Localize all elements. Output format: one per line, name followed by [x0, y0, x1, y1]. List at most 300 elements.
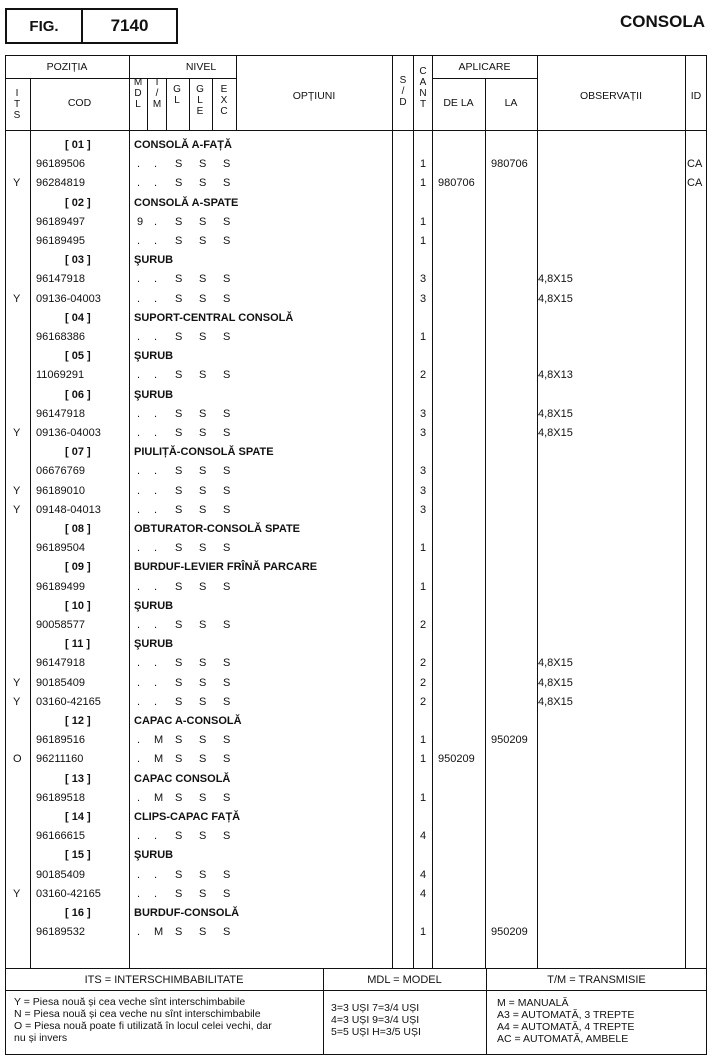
cell-cant: 1	[420, 753, 427, 766]
table-row	[5, 578, 707, 597]
table-row	[5, 501, 707, 520]
cell-mdl: .	[137, 273, 141, 286]
cell-gl: S	[175, 369, 183, 382]
cell-observatii: 4,8X15	[538, 427, 573, 439]
group-name: SUPORT-CENTRAL CONSOLĂ	[134, 311, 294, 324]
table-row	[5, 750, 707, 769]
cell-observatii: 4,8X15	[538, 292, 573, 305]
cell-mdl: .	[137, 868, 141, 881]
cell-tm: .	[154, 235, 158, 247]
group-name: ŞURUB	[134, 849, 174, 862]
cell-cant: 1	[420, 734, 427, 747]
cell-mdl: .	[137, 926, 141, 939]
group-number: [ 08 ]	[65, 523, 91, 535]
table-row	[5, 827, 707, 846]
col-gle: G L E	[196, 84, 204, 117]
group-number: [ 05 ]	[65, 350, 91, 363]
cell-gl: S	[175, 580, 183, 593]
cell-its: Y	[13, 503, 21, 516]
cell-cod: 90058577	[36, 619, 85, 631]
cell-cant: 1	[420, 926, 427, 939]
group-number: [ 12 ]	[65, 715, 91, 727]
group-number: [ 03 ]	[65, 254, 91, 267]
cell-mdl: .	[137, 542, 141, 555]
group-header-row	[5, 443, 707, 462]
cell-mdl: .	[137, 503, 141, 516]
cell-gle: S	[199, 465, 207, 478]
cell-exc: S	[223, 465, 231, 478]
cell-la: 980706	[491, 158, 528, 171]
header-rule	[432, 78, 537, 79]
cell-cant: 1	[420, 235, 427, 247]
cell-observatii: 4,8X15	[538, 676, 573, 689]
cell-exc: S	[223, 887, 231, 900]
col-exc: E X C	[220, 84, 228, 117]
cell-exc: S	[223, 791, 231, 804]
table-row	[5, 174, 707, 193]
page-title: CONSOLA	[620, 12, 705, 31]
cell-gle: S	[199, 887, 207, 900]
cell-its: Y	[13, 695, 21, 708]
cell-cant: 3	[420, 427, 427, 439]
col-la: LA	[504, 97, 518, 109]
cell-gle: S	[199, 503, 207, 516]
cell-gle: S	[199, 158, 207, 171]
cell-gle: S	[199, 331, 207, 343]
cell-cant: 1	[420, 331, 427, 343]
cell-gl: S	[175, 830, 183, 843]
table-row	[5, 270, 707, 289]
group-number: [ 06 ]	[65, 388, 91, 401]
cell-exc: S	[223, 331, 231, 343]
group-header-row	[5, 347, 707, 366]
cell-cod: 96147918	[36, 273, 85, 286]
cell-cod: 90185409	[36, 868, 85, 881]
header-rule	[5, 78, 236, 79]
cell-mdl: .	[137, 887, 141, 900]
cell-gl: S	[175, 407, 183, 420]
cell-cod: 03160-42165	[36, 887, 101, 900]
cell-its: Y	[13, 484, 21, 497]
cell-tm: .	[154, 331, 158, 343]
group-header-row	[5, 386, 707, 405]
group-name: BURDUF-LEVIER FRÎNĂ PARCARE	[134, 561, 318, 574]
cell-exc: S	[223, 868, 231, 881]
cell-gl: S	[175, 484, 183, 497]
group-number: [ 15 ]	[65, 849, 91, 862]
cell-la: 950209	[491, 926, 528, 939]
cell-exc: S	[223, 734, 231, 747]
cell-exc: S	[223, 158, 231, 171]
table-row	[5, 290, 707, 309]
cell-gl: S	[175, 657, 183, 670]
cell-gle: S	[199, 215, 207, 228]
cell-tm: .	[154, 158, 158, 171]
group-number: [ 16 ]	[65, 907, 91, 919]
cell-tm: .	[154, 273, 158, 286]
cell-de-la: 950209	[438, 753, 475, 766]
cell-gl: S	[175, 427, 183, 439]
cell-cant: 1	[420, 580, 427, 593]
cell-cant: 3	[420, 407, 427, 420]
cell-exc: S	[223, 177, 231, 190]
group-header-row	[5, 712, 707, 731]
cell-de-la: 980706	[438, 177, 475, 190]
cell-mdl: .	[137, 235, 141, 247]
cell-cant: 4	[420, 887, 427, 900]
cell-gle: S	[199, 657, 207, 670]
cell-cant: 1	[420, 177, 427, 190]
cell-its: Y	[13, 427, 21, 439]
cell-tm: .	[154, 887, 158, 900]
legend-rule	[5, 968, 707, 969]
cell-gl: S	[175, 887, 183, 900]
cell-mdl: .	[137, 331, 141, 343]
group-header-row	[5, 251, 707, 270]
table-row	[5, 232, 707, 251]
group-name: CAPAC CONSOLĂ	[134, 772, 231, 785]
table-row	[5, 328, 707, 347]
cell-tm: .	[154, 215, 158, 228]
cell-gle: S	[199, 734, 207, 747]
cell-cod: 96189495	[36, 235, 85, 247]
table-row	[5, 462, 707, 481]
cell-mdl: .	[137, 427, 141, 439]
cell-cod: 96147918	[36, 407, 85, 420]
cell-gl: S	[175, 868, 183, 881]
cell-gle: S	[199, 676, 207, 689]
cell-exc: S	[223, 926, 231, 939]
cell-cant: 1	[420, 791, 427, 804]
cell-gle: S	[199, 235, 207, 247]
table-row	[5, 654, 707, 673]
cell-mdl: 9	[137, 215, 144, 228]
cell-gle: S	[199, 926, 207, 939]
table-row	[5, 213, 707, 232]
cell-tm: .	[154, 830, 158, 843]
cell-its: Y	[13, 292, 21, 305]
cell-cod: 09148-04013	[36, 503, 101, 516]
cell-mdl: .	[137, 465, 141, 478]
group-header-row	[5, 520, 707, 539]
cell-exc: S	[223, 676, 231, 689]
cell-observatii: 4,8X15	[538, 657, 573, 670]
table-row	[5, 885, 707, 904]
legend-tm-title: T/M = TRANSMISIE	[547, 974, 646, 986]
cell-tm: .	[154, 369, 158, 382]
group-name: CLIPS-CAPAC FAȚĂ	[134, 811, 241, 823]
table-row	[5, 731, 707, 750]
cell-tm: .	[154, 676, 158, 689]
legend-rule	[5, 990, 707, 991]
col-gl: G L	[173, 84, 181, 106]
cell-exc: S	[223, 235, 231, 247]
table-row	[5, 616, 707, 635]
cell-exc: S	[223, 830, 231, 843]
group-name: CONSOLĂ A-SPATE	[134, 196, 239, 209]
group-name: ŞURUB	[134, 350, 174, 363]
cell-cant: 4	[420, 830, 427, 843]
fig-number: 7140	[110, 16, 149, 35]
cell-gl: S	[175, 734, 183, 747]
group-name: ŞURUB	[134, 638, 174, 651]
legend-tm-lines: M = MANUALĂ A3 = AUTOMATĂ, 3 TREPTE A4 = AUTOMATĂ, 4 TREPTE AC = AUTOMATĂ, AMBELE	[497, 997, 635, 1045]
cell-cod: 09136-04003	[36, 427, 101, 439]
cell-cod: 09136-04003	[36, 292, 101, 305]
cell-mdl: .	[137, 657, 141, 670]
table-row	[5, 674, 707, 693]
group-name: BURDUF-CONSOLĂ	[134, 907, 240, 919]
cell-its: Y	[13, 887, 21, 900]
cell-gl: S	[175, 177, 183, 190]
col-divider	[189, 78, 190, 130]
cell-gl: S	[175, 791, 183, 804]
cell-observatii: 4,8X13	[538, 369, 573, 382]
cell-cod: 96189518	[36, 791, 85, 804]
header-rule	[5, 130, 707, 131]
fig-number-box	[81, 8, 178, 44]
cell-tm: .	[154, 427, 158, 439]
cell-gle: S	[199, 753, 207, 766]
cell-gl: S	[175, 292, 183, 305]
cell-cod: 96189499	[36, 580, 85, 593]
cell-exc: S	[223, 695, 231, 708]
cell-la: 950209	[491, 734, 528, 747]
cell-gle: S	[199, 407, 207, 420]
cell-its: Y	[13, 177, 21, 190]
group-number: [ 04 ]	[65, 311, 91, 324]
legend-mdl-title: MDL = MODEL	[367, 974, 442, 986]
cell-tm: .	[154, 465, 158, 478]
cell-mdl: .	[137, 791, 141, 804]
group-header-row	[5, 597, 707, 616]
cell-cod: 96189010	[36, 484, 85, 497]
group-number: [ 07 ]	[65, 446, 91, 459]
group-number: [ 10 ]	[65, 599, 91, 612]
cell-gl: S	[175, 676, 183, 689]
cell-gl: S	[175, 215, 183, 228]
cell-gle: S	[199, 177, 207, 190]
group-name: ŞURUB	[134, 599, 174, 612]
cell-cant: 3	[420, 484, 427, 497]
col-mdl: M D L	[133, 77, 143, 110]
cell-cod: 96284819	[36, 177, 85, 190]
cell-exc: S	[223, 580, 231, 593]
cell-gle: S	[199, 427, 207, 439]
table-row	[5, 366, 707, 385]
cell-gl: S	[175, 926, 183, 939]
cell-cod: 96189516	[36, 734, 85, 747]
col-cod: COD	[67, 97, 92, 109]
cell-observatii: 4,8X15	[538, 273, 573, 286]
table-row	[5, 424, 707, 443]
cell-mdl: .	[137, 292, 141, 305]
group-header-row	[5, 846, 707, 865]
cell-mdl: .	[137, 830, 141, 843]
cell-gl: S	[175, 542, 183, 555]
fig-label-box	[5, 8, 83, 44]
group-name: PIULIȚĂ-CONSOLĂ SPATE	[134, 446, 274, 459]
cell-tm: .	[154, 695, 158, 708]
cell-tm: M	[154, 926, 164, 939]
cell-tm: .	[154, 407, 158, 420]
col-divider	[147, 78, 148, 130]
group-number: [ 02 ]	[65, 196, 91, 209]
cell-cod: 11069291	[36, 369, 85, 382]
table-row	[5, 923, 707, 942]
cell-gl: S	[175, 158, 183, 171]
cell-exc: S	[223, 657, 231, 670]
group-name: CAPAC A-CONSOLĂ	[134, 715, 242, 727]
col-id: ID	[690, 90, 702, 102]
col-nivel: NIVEL	[185, 61, 217, 73]
cell-id: CA	[687, 177, 703, 190]
cell-cant: 1	[420, 158, 427, 171]
cell-mdl: .	[137, 695, 141, 708]
cell-exc: S	[223, 753, 231, 766]
cell-its: O	[13, 753, 22, 766]
cell-gle: S	[199, 542, 207, 555]
cell-exc: S	[223, 292, 231, 305]
cell-tm: .	[154, 542, 158, 555]
cell-observatii: 4,8X15	[538, 695, 573, 708]
cell-exc: S	[223, 542, 231, 555]
cell-cod: 03160-42165	[36, 695, 101, 708]
cell-mdl: .	[137, 676, 141, 689]
cell-cant: 2	[420, 619, 427, 631]
col-observatii: OBSERVAȚII	[579, 90, 643, 102]
cell-tm: M	[154, 734, 164, 747]
cell-mdl: .	[137, 753, 141, 766]
cell-cant: 3	[420, 273, 427, 286]
group-header-row	[5, 136, 707, 155]
table-row	[5, 789, 707, 808]
group-number: [ 01 ]	[65, 139, 91, 151]
cell-mdl: .	[137, 158, 141, 171]
cell-gle: S	[199, 830, 207, 843]
legend-mdl-lines: 3=3 UȘI 7=3/4 UȘI 4=3 UȘI 9=3/4 UȘI 5=5 UȘI H=3/5 UȘI	[331, 1002, 421, 1038]
cell-gle: S	[199, 484, 207, 497]
cell-cod: 06676769	[36, 465, 85, 478]
cell-cod: 96168386	[36, 331, 85, 343]
cell-cod: 96147918	[36, 657, 85, 670]
table-row	[5, 693, 707, 712]
cell-cod: 96189497	[36, 215, 85, 228]
cell-tm: .	[154, 580, 158, 593]
cell-gle: S	[199, 695, 207, 708]
col-its: I T S	[13, 88, 21, 121]
col-tm: T / M	[152, 77, 162, 110]
col-divider	[166, 78, 167, 130]
cell-tm: .	[154, 484, 158, 497]
group-name: OBTURATOR-CONSOLĂ SPATE	[134, 523, 301, 535]
cell-gl: S	[175, 695, 183, 708]
cell-cant: 2	[420, 369, 427, 382]
group-header-row	[5, 770, 707, 789]
cell-mdl: .	[137, 369, 141, 382]
col-sd: S / D	[399, 75, 407, 108]
group-name: CONSOLĂ A-FAȚĂ	[134, 139, 232, 151]
col-divider	[212, 78, 213, 130]
cell-gle: S	[199, 273, 207, 286]
col-de-la: DE LA	[443, 97, 474, 109]
col-pozitia: POZIȚIA	[46, 61, 88, 73]
cell-gl: S	[175, 619, 183, 631]
cell-cant: 3	[420, 292, 427, 305]
cell-mdl: .	[137, 407, 141, 420]
cell-gl: S	[175, 273, 183, 286]
cell-observatii: 4,8X15	[538, 407, 573, 420]
cell-mdl: .	[137, 619, 141, 631]
cell-tm: .	[154, 657, 158, 670]
cell-exc: S	[223, 427, 231, 439]
cell-id: CA	[687, 158, 703, 171]
cell-gl: S	[175, 331, 183, 343]
cell-cod: 96189506	[36, 158, 85, 171]
cell-tm: M	[154, 753, 164, 766]
group-header-row	[5, 808, 707, 827]
cell-tm: .	[154, 619, 158, 631]
group-number: [ 14 ]	[65, 811, 91, 823]
cell-tm: M	[154, 791, 164, 804]
cell-gle: S	[199, 791, 207, 804]
legend-its-title: ITS = INTERSCHIMBABILITATE	[84, 974, 244, 986]
cell-cant: 2	[420, 676, 427, 689]
cell-cant: 1	[420, 215, 427, 228]
cell-gl: S	[175, 235, 183, 247]
col-cant: C A N T	[419, 66, 427, 110]
cell-tm: .	[154, 503, 158, 516]
cell-gle: S	[199, 580, 207, 593]
cell-exc: S	[223, 619, 231, 631]
cell-cant: 2	[420, 657, 427, 670]
cell-exc: S	[223, 503, 231, 516]
cell-cant: 3	[420, 465, 427, 478]
group-number: [ 11 ]	[65, 638, 91, 651]
cell-mdl: .	[137, 177, 141, 190]
cell-its: Y	[13, 676, 21, 689]
table-row	[5, 155, 707, 174]
cell-mdl: .	[137, 734, 141, 747]
cell-mdl: .	[137, 484, 141, 497]
cell-gle: S	[199, 868, 207, 881]
group-name: ŞURUB	[134, 388, 174, 401]
cell-cod: 96166615	[36, 830, 85, 843]
cell-mdl: .	[137, 580, 141, 593]
table-row	[5, 482, 707, 501]
cell-cod: 96211160	[36, 753, 84, 766]
table-row	[5, 539, 707, 558]
cell-cod: 96189504	[36, 542, 85, 555]
cell-exc: S	[223, 484, 231, 497]
cell-exc: S	[223, 369, 231, 382]
group-header-row	[5, 194, 707, 213]
group-header-row	[5, 558, 707, 577]
cell-tm: .	[154, 292, 158, 305]
group-number: [ 09 ]	[65, 561, 91, 574]
cell-cant: 1	[420, 542, 427, 555]
cell-tm: .	[154, 177, 158, 190]
cell-cant: 4	[420, 868, 427, 881]
group-header-row	[5, 904, 707, 923]
group-number: [ 13 ]	[65, 772, 91, 785]
cell-gle: S	[199, 369, 207, 382]
table-row	[5, 866, 707, 885]
cell-gle: S	[199, 619, 207, 631]
cell-exc: S	[223, 215, 231, 228]
cell-cant: 3	[420, 503, 427, 516]
cell-cant: 2	[420, 695, 427, 708]
